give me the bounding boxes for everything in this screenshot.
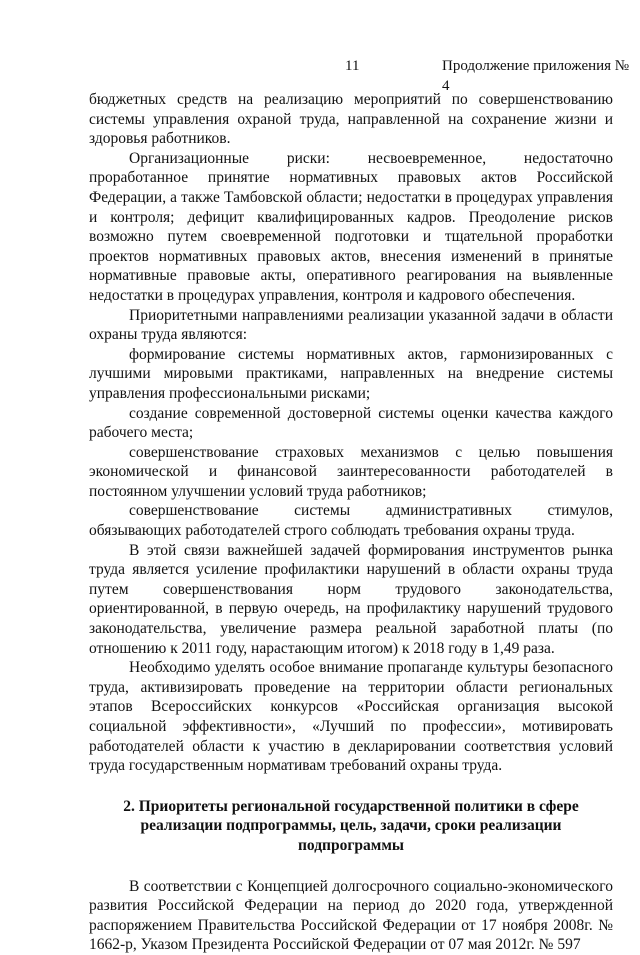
- paragraph: В этой связи важнейшей задачей формирования инструментов рынка труда является усиление профилактики нарушений в области охраны труда путем совершенствования норм трудового законодательства, ориентированной, в первую очередь, на профилактику нарушений трудового законодательства, увеличение размера реальной заработной платы (по отношению к 2011 году, нарастающим итогом) к 2018 году в 1,49 раза.: [89, 541, 613, 657]
- paragraph: Приоритетными направлениями реализации указанной задачи в области охраны труда являются:: [89, 306, 613, 344]
- appendix-note: Продолжение приложения № 4: [442, 58, 630, 94]
- paragraph: В соответствии с Концепцией долгосрочного социально-экономического развития Российской Федерации на период до 2020 года, утвержденной распоряжением Правительства Российской Федерации от 17 ноября 2008г. № 1662-р, Указом Президента Российской Федерации от 07 мая 2012г. № 597: [89, 877, 613, 954]
- paragraph: Организационные риски: несвоевременное, недостаточно проработанное принятие нормативных правовых актов Российской Федерации, а также Тамбовской области; недостатки в процедурах управления и контроля; дефицит квалифицированных кадров. Преодоление рисков возможно путем своевременной подготовки и тщательной проработки проектов нормативных правовых актов, внесения изменений в принятые нормативные правовые акты, оперативного реагирования на выявленные недостатки в процедурах управления, контроля и кадрового обеспечения.: [89, 149, 613, 304]
- document-body: [89, 90, 613, 955]
- section-heading: [89, 797, 613, 856]
- section-heading-line: 2. Приоритеты региональной государственной политики в сфере: [123, 797, 579, 815]
- list-item: совершенствование системы административных стимулов, обязывающих работодателей строго соблюдать требования охраны труда.: [89, 502, 613, 540]
- list-item: совершенствование страховых механизмов с целью повышения экономической и финансовой заинтересованности работодателей в постоянном улучшении условий труда работников;: [89, 443, 613, 500]
- page-number: 11: [345, 58, 360, 74]
- list-item: создание современной достоверной системы оценки качества каждого рабочего места;: [89, 404, 613, 442]
- page-header: [0, 57, 640, 94]
- paragraph: Необходимо уделять особое внимание пропаганде культуры безопасного труда, активизировать проведение на территории области региональных этапов Всероссийских конкурсов «Российская организация высокой социальной эффективности», «Лучший по профессии», мотивировать работодателей области к участию в декларировании соответствия условий труда государственным нормативам требований охраны труда.: [89, 659, 613, 775]
- list-item: формирование системы нормативных актов, гармонизированных с лучшими мировыми практиками, направленных на внедрение системы управления профессиональными рисками;: [89, 345, 613, 402]
- section-heading-line: реализации подпрограммы, цель, задачи, сроки реализации подпрограммы: [140, 817, 562, 854]
- paragraph: бюджетных средств на реализацию мероприятий по совершенствованию системы управления охраной труда, направленной на сохранение жизни и здоровья работников.: [89, 91, 613, 148]
